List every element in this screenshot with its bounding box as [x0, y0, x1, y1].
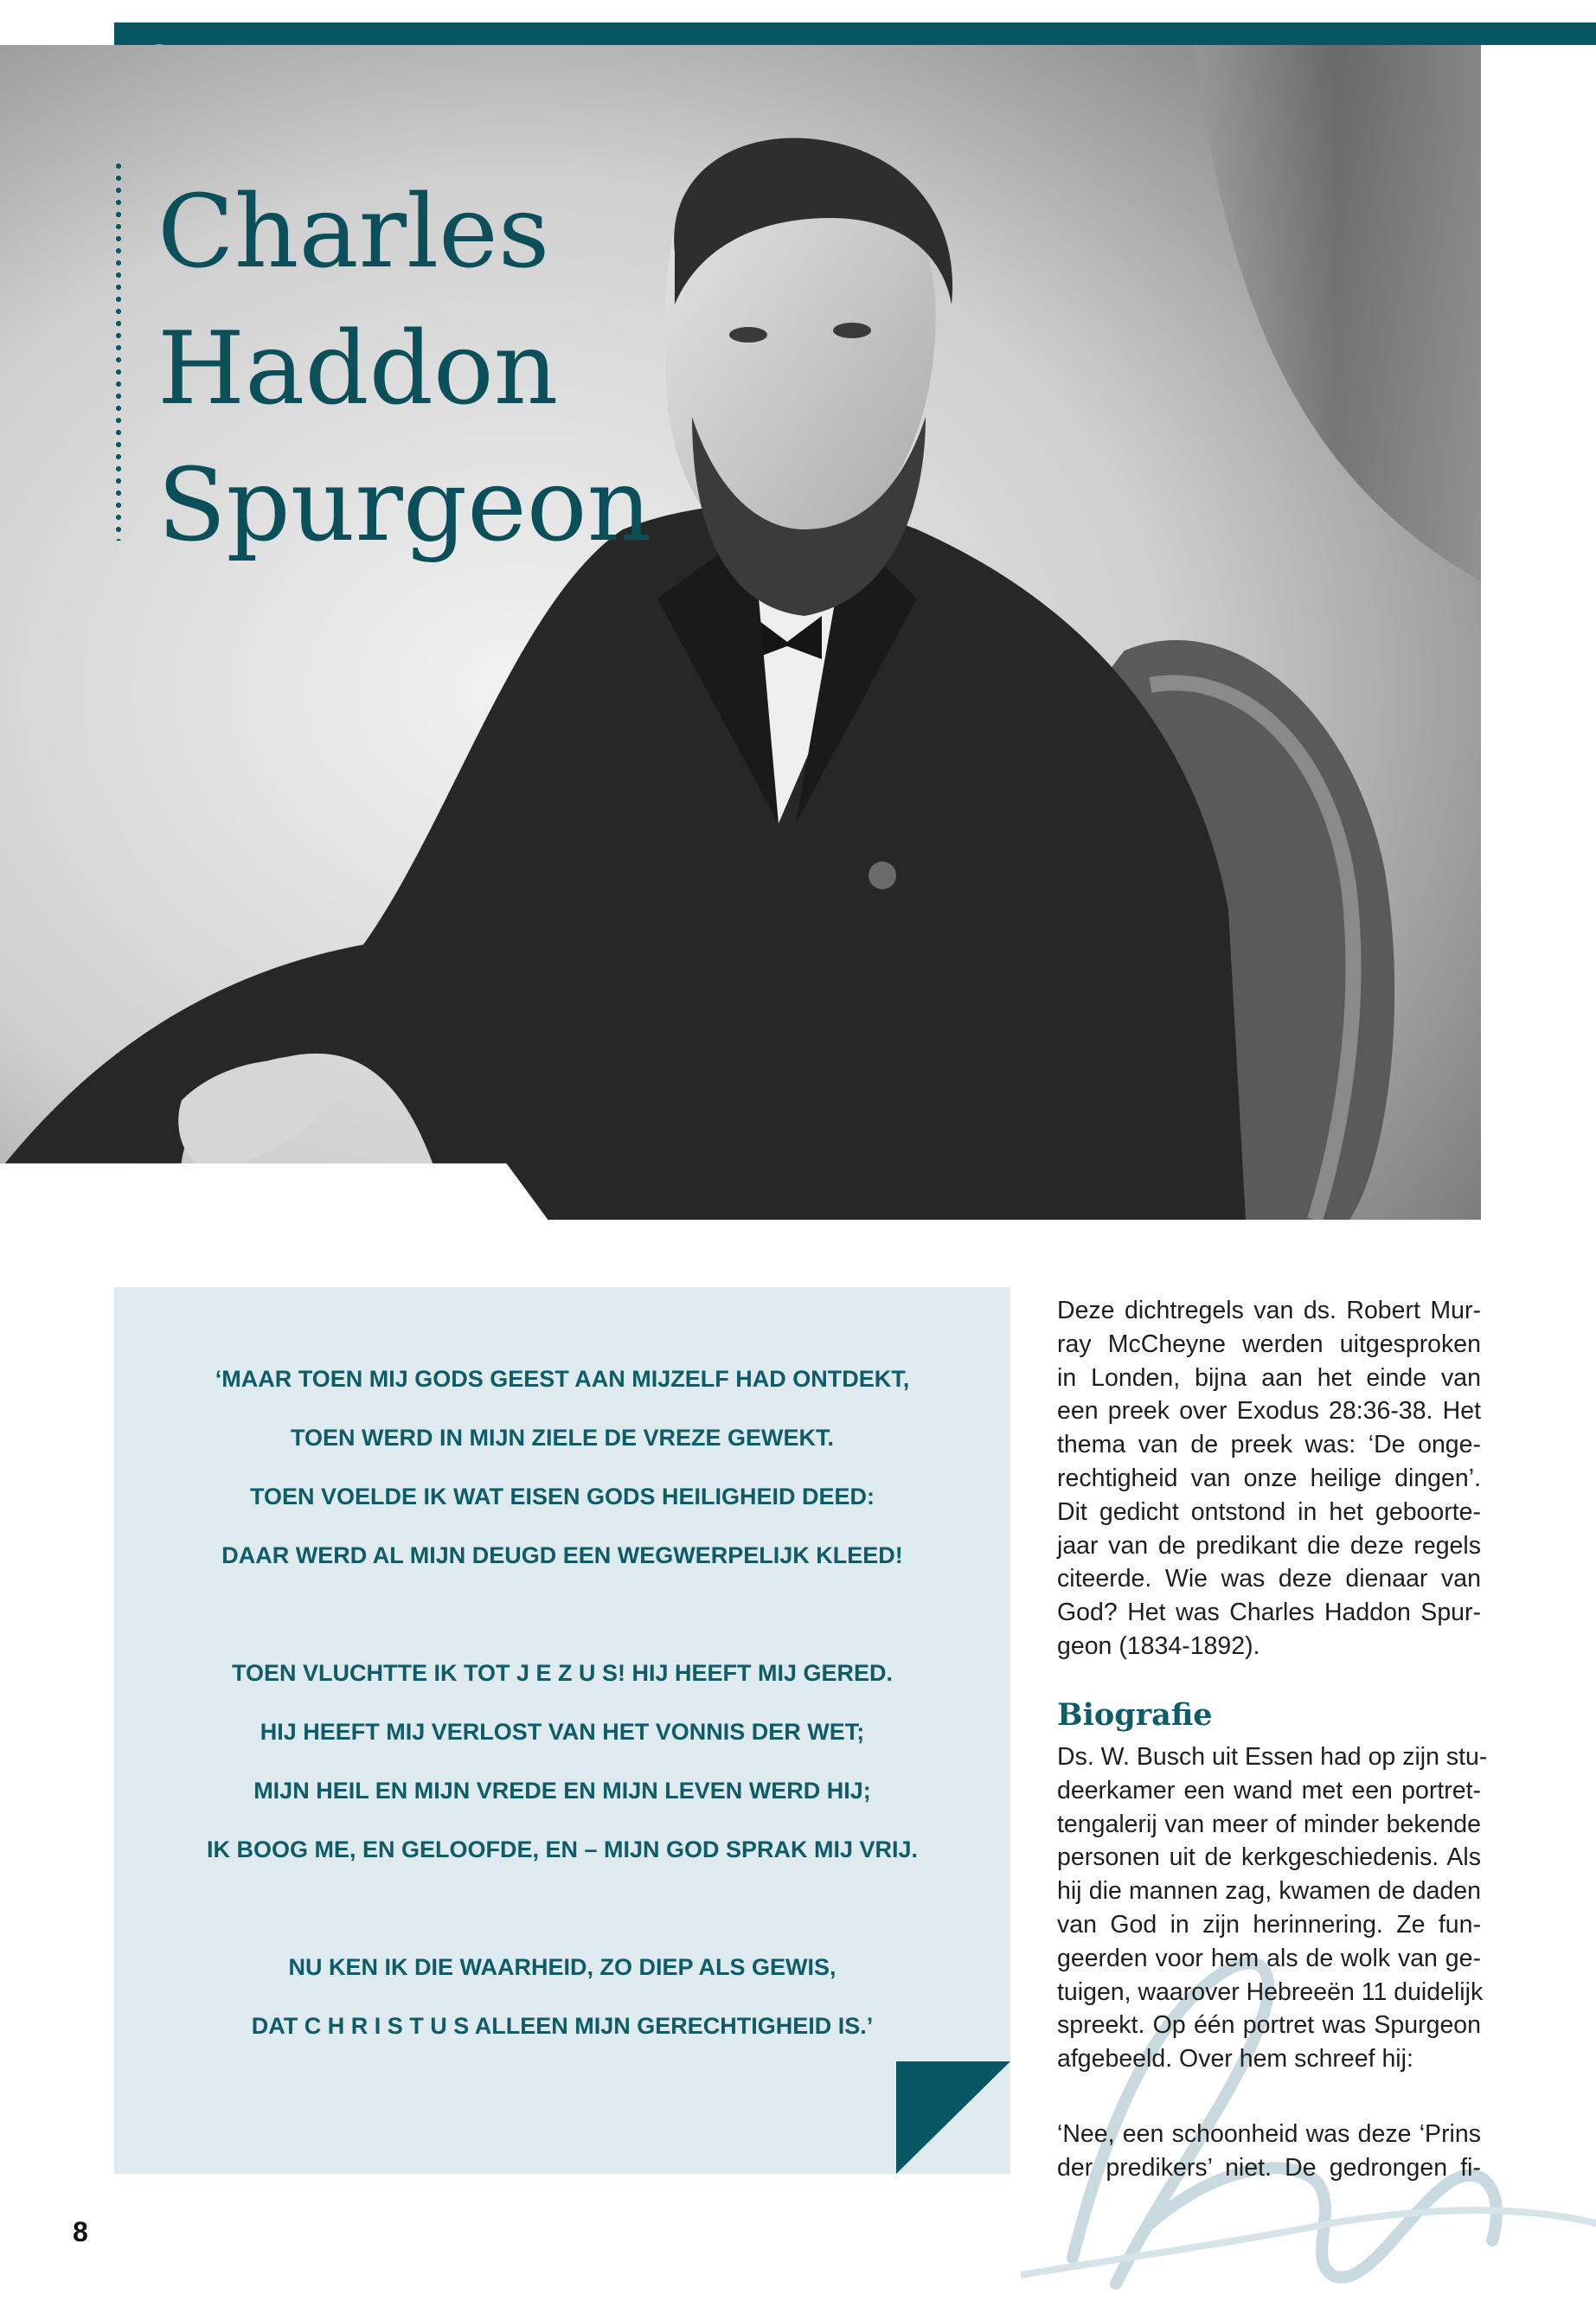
dotted-rule	[116, 160, 121, 541]
poem-line: ‘MAAR TOEN MIJ GODS GEEST AAN MIJZELF HAD ONTDEKT,	[215, 1366, 910, 1392]
poem-line: DAAR WERD AL MIJN DEUGD EEN WEGWERPELIJK KLEED!	[221, 1542, 903, 1568]
text-line: der predikers’ niet. De gedrongen fi-	[1057, 2153, 1481, 2182]
text-line: spreekt. Op één portret was Spurgeon	[1057, 2011, 1481, 2040]
text-line: Ds. W. Busch uit Essen had op zijn stu-	[1057, 1743, 1488, 1771]
title-line: Charles	[157, 174, 550, 291]
bio-column	[1057, 1740, 1488, 2076]
poem-line: IK BOOG ME, EN GELOOFDE, EN – MIJN GOD SPRAK MIJ VRIJ.	[206, 1836, 919, 1862]
intro-column	[1057, 1294, 1481, 1663]
text-line: ray McCheyne werden uitgesproken	[1057, 1330, 1481, 1358]
poem-line: HIJ HEEFT MIJ VERLOST VAN HET VONNIS DER WET;	[260, 1719, 865, 1745]
text-line: geon (1834-1892).	[1057, 1631, 1260, 1660]
poem-line: TOEN VOELDE IK WAT EISEN GODS HEILIGHEID DEED:	[249, 1484, 875, 1509]
text-line: hij die mannen zag, kwamen de daden	[1057, 1877, 1481, 1906]
poem-line: MIJN HEIL EN MIJN VREDE EN MIJN LEVEN WERD HIJ;	[253, 1778, 871, 1804]
article-title	[157, 164, 651, 574]
quote-column	[1057, 2118, 1481, 2185]
text-line: ‘Nee, een schoonheid was deze ‘Prins	[1057, 2120, 1481, 2148]
text-line: in Londen, bijna aan het einde van	[1057, 1363, 1481, 1392]
text-line: een preek over Exodus 28:36-38. Het	[1057, 1397, 1481, 1426]
title-line: Haddon	[157, 311, 559, 427]
poem-line: NU KEN IK DIE WAARHEID, ZO DIEP ALS GEWIS,	[288, 1954, 836, 1980]
text-line: tengalerij van meer of minder bekende	[1057, 1810, 1481, 1838]
subheading-biografie: Biografie	[1057, 1697, 1213, 1733]
text-line: tuigen, waarover Hebreeën 11 duidelijk	[1057, 1977, 1484, 2006]
text-line: God? Het was Charles Haddon Spur-	[1057, 1599, 1481, 1627]
text-line: Dit gedicht ontstond in het geboorte-	[1057, 1497, 1481, 1526]
text-line: jaar van de predikant die deze regels	[1057, 1531, 1481, 1560]
text-line: van God in zijn herinnering. Ze fun-	[1057, 1910, 1481, 1939]
text-line: afgebeeld. Over hem schreef hij:	[1057, 2045, 1413, 2073]
text-line: personen uit de kerkgeschiedenis. Als	[1057, 1843, 1481, 1872]
text-line: Deze dichtregels van ds. Robert Mur-	[1057, 1297, 1481, 1324]
poem-line: TOEN VLUCHTTE IK TOT J E Z U S! HIJ HEEFT MIJ GERED.	[231, 1660, 894, 1686]
page-number: 8	[73, 2216, 88, 2247]
text-line: citeerde. Wie was deze dienaar van	[1057, 1565, 1481, 1593]
text-line: rechtigheid van onze heilige dingen’.	[1057, 1464, 1481, 1492]
poem	[114, 1349, 1010, 2055]
text-line: thema van de preek was: ‘De onge-	[1057, 1431, 1481, 1459]
poem-line: TOEN WERD IN MIJN ZIELE DE VREZE GEWEKT.	[290, 1425, 835, 1451]
poem-line: DAT C H R I S T U S ALLEEN MIJN GERECHTIGHEID IS.’	[251, 2013, 874, 2039]
title-line: Spurgeon	[157, 447, 652, 564]
text-line: deerkamer een wand met een portret-	[1057, 1776, 1481, 1804]
text-line: geerden voor hem als de wolk van ge-	[1057, 1944, 1481, 1972]
